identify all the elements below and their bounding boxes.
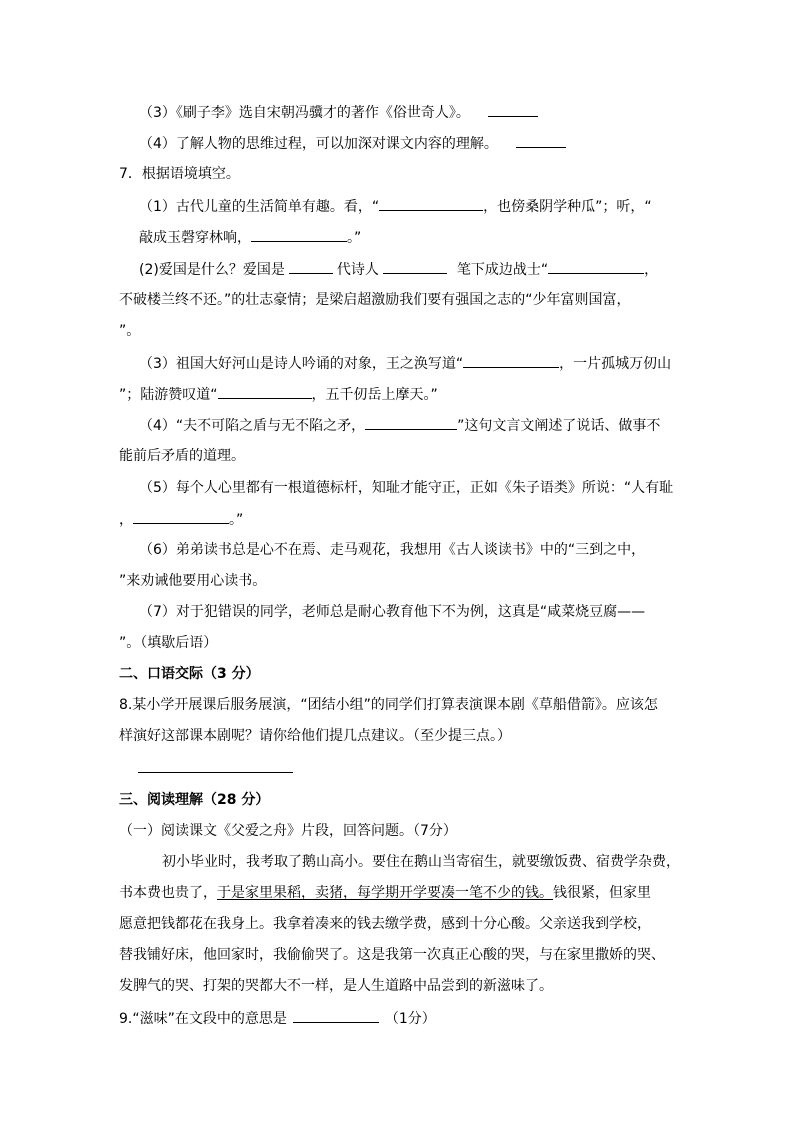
answer-blank[interactable] [293,1008,379,1023]
q7-p2-line2: 不破楼兰终不还。”的壮志豪情；是梁启超激励我们要有强国之志的“少年富则国富， [119,292,631,308]
answer-blank[interactable] [516,133,566,148]
q7-p4-line1: （4）“夫不可陷之盾与无不陷之矛， ”这句文言文阐述了说话、做事不 [139,415,660,436]
section-3-heading: 三、阅读理解（28 分） [119,792,270,808]
q7-p6-line1: （6）弟弟读书总是心不在焉、走马观花，我想用《古人谈读书》中的“三到之中， [139,542,646,558]
q7-p6-line2: ”来劝诫他要用心读书。 [119,573,267,589]
underlined-sentence: 于是家里果稻，卖猪，每学期开学要凑一笔不少的钱。 [217,885,553,901]
answer-blank[interactable] [133,509,229,524]
q7-p7-line2: ”。（填歇后语） [119,635,218,651]
q9: 9.“滋味”在文段中的意思是 （1分） [119,1008,436,1029]
passage-line-3: 愿意把钱都花在我身上。我拿着凑来的钱去缴学费，感到十分心酸。父亲送我到学校， [119,916,651,932]
reading-sub-heading: （一）阅读课文《父爱之舟》片段，回答问题。（7分） [119,823,457,839]
answer-blank[interactable] [548,259,644,274]
q7-p2-line3: ”。 [119,323,141,339]
q7-title: 7．根据语境填空。 [119,166,240,182]
passage-line-5: 发脾气的哭、打架的哭都大不一样，是人生道路中品尝到的新滋味了。 [119,978,553,994]
q7-p5-line1: （5）每个人心里都有一根道德标杆，知耻才能守正，正如《朱子语类》所说：“人有耻 [139,480,674,496]
q7-p5-line2: ， 。” [119,509,243,530]
q8-line1: 8.某小学开展课后服务展演，“团结小组”的同学们打算表演课本剧《草船借箭》。应该怎 [119,697,658,713]
q7-p3-line1: （3）祖国大好河山是诗人吟诵的对象，王之涣写道“ ，一片孤城万仞山 [139,353,671,374]
q6-item-4: （4）了解人物的思维过程，可以加深对课文内容的理解。 [139,133,566,154]
q7-p3-line2: ”；陆游赞叹道“ ，五千仞岳上摩天。” [119,384,438,405]
section-2-heading: 二、口语交际（3 分） [119,666,260,682]
passage-line-2: 书本费也贵了，于是家里果稻，卖猪，每学期开学要凑一笔不少的钱。钱很紧，但家里 [119,885,651,901]
q7-p2-line1: (2)爱国是什么？爱国是 代诗人 笔下成边战士“ ， [139,259,658,280]
q7-p4-line2: 能前后矛盾的道理。 [119,448,245,464]
passage-line-1: 初小毕业时，我考取了鹅山高小。要住在鹅山当寄宿生，就要缴饭费、宿费学杂费， [162,854,680,870]
passage-line-4: 替我铺好床，他回家时，我偷偷哭了。这是我第一次真正心酸的哭，与在家里撒娇的哭、 [119,947,665,963]
q7-p7-line1: （7）对于犯错误的同学，老师总是耐心教育他下不为例，这真是“咸菜烧豆腐—— [139,604,646,620]
answer-blank[interactable] [463,353,559,368]
answer-blank[interactable] [251,227,347,242]
q6-item-3: （3）《刷子李》选自宋朝冯骥才的著作《俗世奇人》。 [139,102,538,123]
answer-blank[interactable] [488,102,538,117]
answer-blank[interactable] [365,415,457,430]
q8-line2: 样演好这部课本剧呢？请你给他们提几点建议。（至少提三点。） [119,728,511,744]
answer-blank[interactable] [379,196,483,211]
q7-p1-line2: 敲成玉磬穿林响， 。” [139,227,361,248]
answer-blank[interactable] [289,259,333,274]
answer-blank[interactable] [383,259,447,274]
q8-answer-line[interactable] [138,772,293,773]
answer-blank[interactable] [218,384,312,399]
q7-p1-line1: （1）古代儿童的生活简单有趣。看，“ ，也傍桑阴学种瓜”；听，“ [139,196,652,217]
